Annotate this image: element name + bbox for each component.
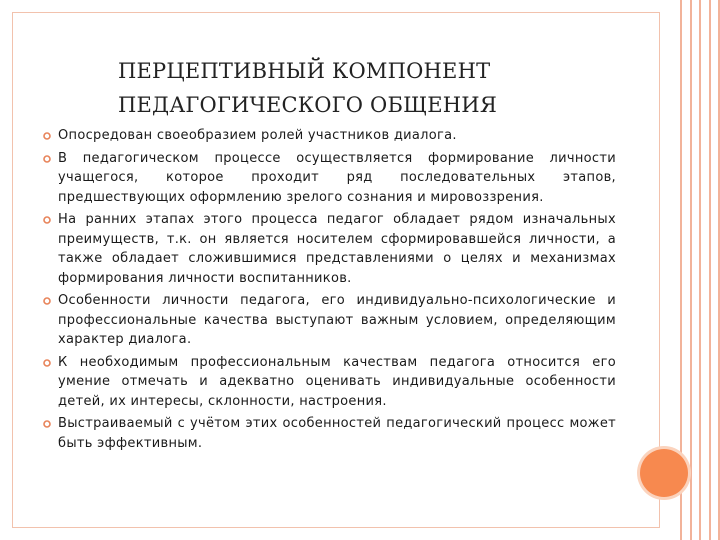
list-item-text: Опосредован своеобразием ролей участников диалога. <box>58 128 457 143</box>
ring-bullet-icon <box>43 155 51 163</box>
ring-bullet-icon <box>43 359 51 367</box>
list-item-text: К необходимым профессиональным качествам педагога относится его умение отмечать и адекватно оценивать индивидуальные особенности детей, их интересы, склонности, настроения. <box>58 354 616 409</box>
list-item-text: В педагогическом процессе осуществляется формирование личности учащегося, которое проходит ряд последовательных этапов, предшествующих оформлению зрелого сознания и мировоззрения. <box>58 150 616 205</box>
list-item <box>42 149 616 208</box>
title-line-2: ПЕДАГОГИЧЕСКОГО ОБЩЕНИЯ <box>118 93 497 118</box>
decorative-stripes <box>680 0 720 540</box>
list-item <box>42 353 616 412</box>
ring-bullet-icon <box>43 132 51 140</box>
ring-bullet-icon <box>43 216 51 224</box>
stripe <box>699 0 701 540</box>
slide-title <box>118 54 638 122</box>
list-item-text: На ранних этапах этого процесса педагог обладает рядом изначальных преимуществ, т.к. он является носителем сформировавшейся личности, а также обладает сложившимися представлениями о целях и механизмах формирования личности воспитанников. <box>58 212 616 286</box>
list-item <box>42 126 616 146</box>
list-item <box>42 291 616 350</box>
list-item <box>42 210 616 288</box>
list-item <box>42 414 616 453</box>
ring-bullet-icon <box>43 297 51 305</box>
ring-bullet-icon <box>43 420 51 428</box>
accent-circle <box>640 449 688 497</box>
bullet-list <box>42 126 616 456</box>
title-line-1: ПЕРЦЕПТИВНЫЙ КОМПОНЕНТ <box>118 59 491 84</box>
stripe <box>709 0 711 540</box>
list-item-text: Особенности личности педагога, его индивидуально-психологические и профессиональные качества выступают важным условием, определяющим характер диалога. <box>58 293 616 347</box>
list-item-text: Выстраиваемый с учётом этих особенностей педагогический процесс может быть эффективным. <box>58 416 616 451</box>
stripe <box>690 0 692 540</box>
